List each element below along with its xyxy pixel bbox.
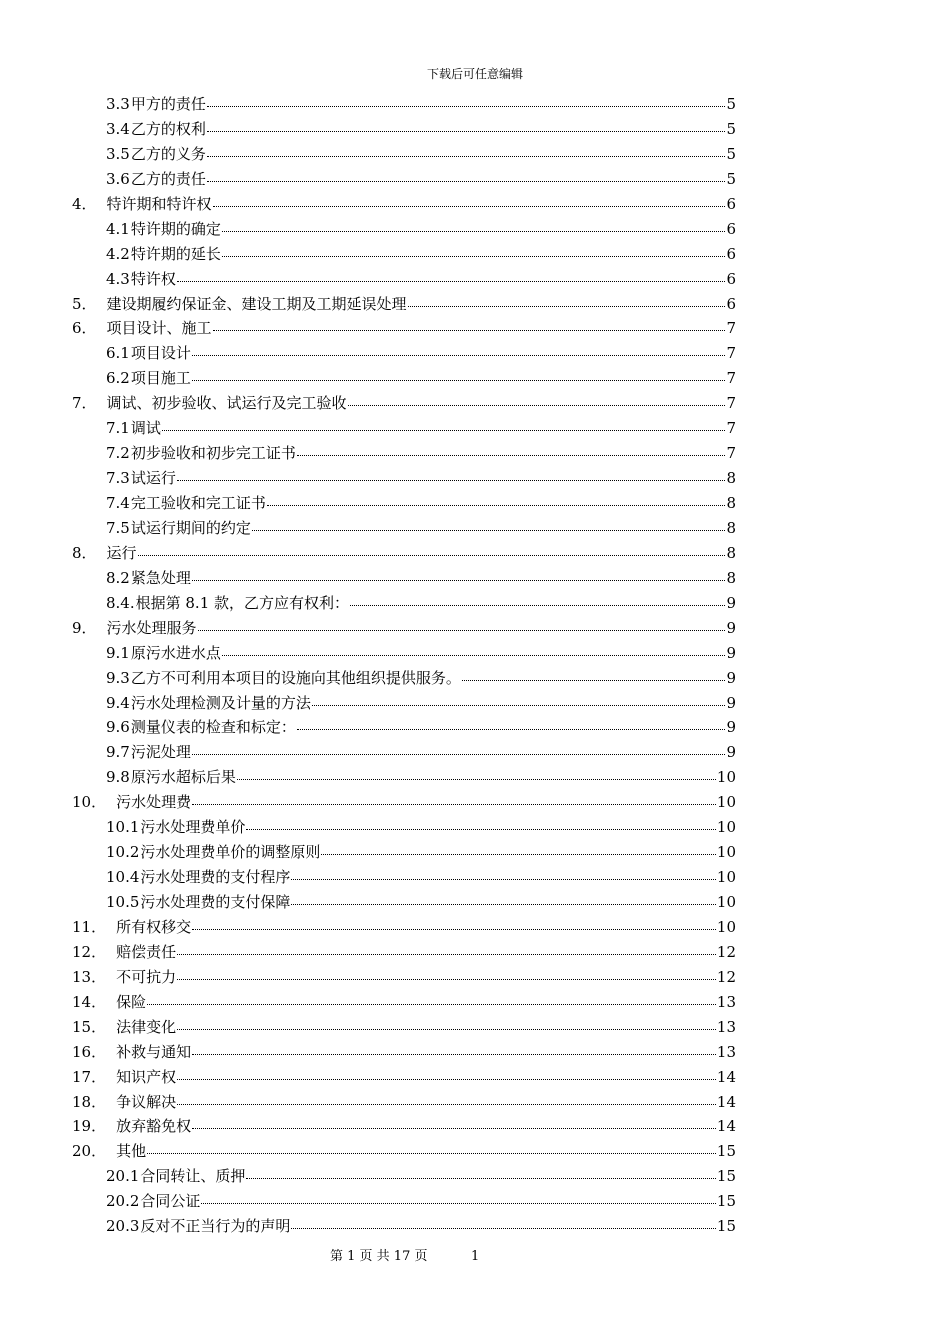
toc-entry[interactable] — [72, 242, 736, 267]
toc-dot-leader — [291, 891, 715, 907]
toc-entry-number: 9.6 — [106, 718, 130, 737]
toc-entry-title: 项目设计 — [130, 344, 191, 363]
toc-entry-number: 6.1 — [106, 344, 130, 363]
toc-dot-leader — [198, 617, 726, 633]
toc-entry-number: 4． — [72, 194, 97, 213]
toc-entry-title: 调试、初步验收、试运行及完工验收 — [106, 394, 347, 413]
toc-entry-page: 8 — [726, 543, 736, 562]
toc-entry-page: 8 — [726, 469, 736, 488]
toc-entry[interactable] — [72, 740, 736, 765]
toc-dot-leader — [408, 293, 726, 309]
toc-entry-number: 9.3 — [106, 668, 130, 687]
toc-entry-page: 8 — [726, 494, 736, 512]
toc-entry-number: 20． — [72, 1142, 107, 1161]
toc-entry-title: 项目设计、施工 — [106, 319, 212, 338]
toc-entry-title: 知识产权 — [116, 1067, 177, 1086]
toc-entry-title: 试运行期间的约定 — [130, 518, 251, 537]
toc-dot-leader — [177, 966, 716, 982]
toc-entry[interactable] — [72, 1164, 736, 1189]
toc-entry-page: 7 — [726, 319, 736, 338]
toc-entry-page: 7 — [726, 419, 736, 438]
toc-entry-title: 测量仪表的检查和标定： — [130, 718, 296, 737]
toc-entry-number: 7． — [72, 394, 97, 413]
toc-entry-number: 3.3 — [106, 95, 130, 113]
toc-entry[interactable] — [72, 416, 736, 441]
toc-entry-page: 15 — [716, 1217, 736, 1236]
toc-entry[interactable] — [72, 541, 736, 566]
toc-entry-number: 17． — [72, 1067, 107, 1086]
toc-entry-title: 特许期的确定 — [130, 219, 221, 238]
toc-entry-number: 20.1 — [106, 1167, 140, 1186]
toc-dot-leader — [267, 492, 726, 508]
toc-entry[interactable] — [72, 965, 736, 990]
toc-dot-leader — [192, 1041, 716, 1057]
toc-entry-number: 15． — [72, 1017, 107, 1036]
toc-entry-page: 9 — [726, 593, 736, 612]
toc-entry-number: 20.3 — [106, 1217, 140, 1236]
toc-entry[interactable] — [72, 142, 736, 167]
toc-entry[interactable] — [72, 915, 736, 940]
toc-entry-number: 7.3 — [106, 469, 130, 488]
toc-entry-number: 19． — [72, 1117, 107, 1136]
toc-entry[interactable] — [72, 566, 736, 591]
toc-entry-page: 9 — [726, 668, 736, 687]
toc-dot-leader — [177, 1016, 716, 1032]
toc-entry[interactable] — [72, 1114, 736, 1139]
toc-entry-number: 9.4 — [106, 693, 130, 712]
toc-dot-leader — [207, 118, 726, 134]
toc-entry-title: 保险 — [116, 992, 147, 1011]
toc-entry[interactable] — [72, 666, 736, 691]
toc-entry[interactable] — [72, 441, 736, 466]
toc-entry-title: 甲方的责任 — [130, 95, 206, 113]
toc-entry[interactable] — [72, 616, 736, 641]
toc-entry-title: 赔偿责任 — [116, 942, 177, 961]
toc-entry[interactable] — [72, 466, 736, 491]
toc-entry-page: 10 — [716, 768, 736, 787]
toc-entry-title: 初步验收和初步完工证书 — [130, 444, 296, 463]
toc-dot-leader — [192, 367, 726, 383]
toc-dot-leader — [297, 442, 726, 458]
toc-entry[interactable] — [72, 1139, 736, 1164]
toc-entry-number: 3.6 — [106, 169, 130, 188]
toc-entry-title: 法律变化 — [116, 1017, 177, 1036]
toc-dot-leader — [213, 193, 726, 209]
toc-entry-number: 18． — [72, 1092, 107, 1111]
toc-entry-title: 调试 — [130, 419, 161, 438]
page-footer — [330, 1249, 480, 1265]
toc-entry-title: 污水处理检测及计量的方法 — [130, 693, 311, 712]
toc-entry-title: 污水处理费的支付保障 — [140, 893, 291, 911]
toc-entry-title: 合同转让、质押 — [140, 1167, 246, 1186]
toc-entry[interactable] — [72, 840, 736, 865]
toc-dot-leader — [297, 716, 726, 732]
toc-entry-page: 13 — [716, 1017, 736, 1036]
toc-entry-page: 10 — [716, 818, 736, 837]
toc-entry-number: 8.4. — [106, 593, 135, 612]
toc-entry-title: 完工验收和完工证书 — [130, 494, 266, 512]
toc-entry-page: 13 — [716, 992, 736, 1011]
toc-entry-page: 7 — [726, 444, 736, 463]
toc-entry-number: 12． — [72, 942, 107, 961]
toc-entry-title: 反对不正当行为的声明 — [140, 1217, 291, 1236]
toc-entry[interactable] — [72, 117, 736, 142]
toc-entry-page: 7 — [726, 394, 736, 413]
table-of-contents — [72, 92, 736, 1239]
toc-entry[interactable] — [72, 890, 736, 915]
toc-entry[interactable] — [72, 815, 736, 840]
toc-entry-number: 6.2 — [106, 369, 130, 388]
toc-entry-title: 乙方不可利用本项目的设施向其他组织提供服务。 — [130, 668, 461, 687]
toc-entry-page: 14 — [716, 1092, 736, 1111]
toc-entry-page: 15 — [716, 1142, 736, 1161]
toc-entry-page: 8 — [726, 518, 736, 537]
toc-entry[interactable] — [72, 267, 736, 292]
toc-entry-title: 合同公证 — [140, 1192, 201, 1211]
toc-entry-number: 9.1 — [106, 643, 130, 662]
toc-entry-number: 7.4 — [106, 494, 130, 512]
footer-page-number: 1 — [471, 1249, 480, 1264]
toc-entry[interactable] — [72, 316, 736, 341]
toc-entry-title: 试运行 — [130, 469, 176, 488]
toc-entry-number: 7.5 — [106, 518, 130, 537]
toc-entry-title: 紧急处理 — [130, 568, 191, 587]
toc-entry-title: 其他 — [116, 1142, 147, 1161]
toc-dot-leader — [348, 392, 726, 408]
toc-entry[interactable] — [72, 341, 736, 366]
toc-entry-page: 15 — [716, 1192, 736, 1211]
toc-entry-page: 7 — [726, 344, 736, 363]
toc-dot-leader — [222, 642, 726, 658]
toc-entry[interactable] — [72, 591, 736, 616]
toc-entry-title: 特许期和特许权 — [106, 194, 212, 213]
toc-entry-number: 8． — [72, 543, 97, 562]
toc-dot-leader — [192, 1115, 716, 1131]
toc-entry-number: 11． — [72, 917, 107, 936]
toc-entry-page: 13 — [716, 1042, 736, 1061]
toc-entry-title: 不可抗力 — [116, 967, 177, 986]
toc-entry-page: 10 — [716, 793, 736, 812]
toc-entry[interactable] — [72, 391, 736, 416]
toc-dot-leader — [222, 218, 726, 234]
toc-entry-number: 10.1 — [106, 818, 140, 837]
toc-dot-leader — [177, 467, 726, 483]
toc-entry[interactable] — [72, 641, 736, 666]
toc-entry-page: 5 — [726, 144, 736, 163]
toc-entry-title: 原污水进水点 — [130, 643, 221, 662]
toc-dot-leader — [237, 766, 716, 782]
toc-entry-page: 12 — [716, 942, 736, 961]
toc-dot-leader — [138, 542, 726, 558]
toc-entry-page: 5 — [726, 95, 736, 113]
toc-entry-page: 14 — [716, 1117, 736, 1136]
toc-dot-leader — [462, 667, 726, 683]
toc-entry-title: 特许期的延长 — [130, 244, 221, 263]
toc-dot-leader — [312, 692, 726, 708]
toc-entry[interactable] — [72, 516, 736, 541]
toc-entry-title: 项目施工 — [130, 369, 191, 388]
toc-entry-title: 运行 — [106, 543, 137, 562]
toc-entry[interactable] — [72, 1214, 736, 1239]
toc-dot-leader — [192, 567, 726, 583]
toc-entry[interactable] — [72, 1040, 736, 1065]
toc-entry-number: 14． — [72, 992, 107, 1011]
toc-dot-leader — [246, 1165, 715, 1181]
toc-entry-title: 污水处理服务 — [106, 618, 197, 637]
toc-entry-number: 5． — [72, 294, 97, 313]
toc-entry-title: 污水处理费单价的调整原则 — [140, 843, 321, 862]
toc-entry-title: 污水处理费 — [116, 793, 192, 812]
toc-entry-number: 6． — [72, 319, 97, 338]
toc-entry-number: 13． — [72, 967, 107, 986]
toc-entry[interactable] — [72, 192, 736, 217]
toc-dot-leader — [177, 941, 716, 957]
toc-entry-title: 补救与通知 — [116, 1042, 192, 1061]
toc-entry-number: 4.1 — [106, 219, 130, 238]
toc-dot-leader — [192, 791, 716, 807]
toc-entry-number: 7.2 — [106, 444, 130, 463]
toc-entry[interactable] — [72, 217, 736, 242]
toc-entry-page: 6 — [726, 219, 736, 238]
toc-dot-leader — [192, 916, 716, 932]
toc-entry-number: 10.2 — [106, 843, 140, 862]
toc-entry[interactable] — [72, 990, 736, 1015]
toc-entry-number: 7.1 — [106, 419, 130, 438]
toc-entry-page: 10 — [716, 868, 736, 887]
toc-entry-page: 7 — [726, 369, 736, 388]
toc-dot-leader — [207, 143, 726, 159]
toc-entry-number: 3.4 — [106, 119, 130, 138]
toc-dot-leader — [252, 517, 726, 533]
toc-entry-number: 4.2 — [106, 244, 130, 263]
toc-entry[interactable] — [72, 1189, 736, 1214]
toc-entry-title: 原污水超标后果 — [130, 768, 236, 787]
toc-dot-leader — [321, 841, 715, 857]
toc-entry-page: 9 — [726, 643, 736, 662]
toc-entry[interactable] — [72, 292, 736, 317]
toc-dot-leader — [177, 1091, 716, 1107]
toc-entry-page: 12 — [716, 967, 736, 986]
toc-entry-title: 污水处理费单价 — [140, 818, 246, 837]
toc-entry-page: 9 — [726, 693, 736, 712]
toc-entry-title: 所有权移交 — [116, 917, 192, 936]
toc-entry-number: 4.3 — [106, 269, 130, 288]
toc-dot-leader — [246, 816, 715, 832]
toc-entry-page: 9 — [726, 618, 736, 637]
toc-entry[interactable] — [72, 366, 736, 391]
toc-entry[interactable] — [72, 1015, 736, 1040]
toc-dot-leader — [213, 317, 726, 333]
toc-entry-page: 6 — [726, 294, 736, 313]
toc-entry-title: 特许权 — [130, 269, 176, 288]
toc-entry-title: 乙方的责任 — [130, 169, 206, 188]
toc-dot-leader — [192, 342, 726, 358]
toc-entry-page: 14 — [716, 1067, 736, 1086]
toc-entry-title: 建设期履约保证金、建设工期及工期延误处理 — [106, 294, 407, 313]
toc-dot-leader — [291, 866, 715, 882]
toc-dot-leader — [350, 592, 725, 608]
toc-dot-leader — [192, 741, 726, 757]
toc-entry-number: 20.2 — [106, 1192, 140, 1211]
toc-entry[interactable] — [72, 92, 736, 117]
toc-dot-leader — [222, 243, 726, 259]
toc-entry-number: 9． — [72, 618, 97, 637]
page-header: 下载后可任意编辑 — [426, 67, 523, 81]
toc-entry[interactable] — [72, 940, 736, 965]
toc-dot-leader — [207, 93, 726, 109]
toc-entry-page: 6 — [726, 269, 736, 288]
toc-entry-page: 6 — [726, 244, 736, 263]
toc-dot-leader — [162, 417, 726, 433]
toc-entry[interactable] — [72, 865, 736, 890]
toc-entry-title: 根据第 8.1 款，乙方应有权利： — [135, 593, 350, 612]
toc-entry-page: 9 — [726, 743, 736, 762]
toc-dot-leader — [177, 268, 726, 284]
toc-entry-number: 8.2 — [106, 568, 130, 587]
toc-entry-title: 乙方的义务 — [130, 144, 206, 163]
toc-entry[interactable] — [72, 491, 736, 516]
toc-entry[interactable] — [72, 691, 736, 716]
toc-entry[interactable] — [72, 790, 736, 815]
toc-entry-number: 16． — [72, 1042, 107, 1061]
toc-entry[interactable] — [72, 765, 736, 790]
toc-entry-number: 3.5 — [106, 144, 130, 163]
toc-entry-title: 乙方的权利 — [130, 119, 206, 138]
toc-entry-page: 8 — [726, 568, 736, 587]
toc-dot-leader — [201, 1190, 715, 1206]
toc-entry-number: 10.4 — [106, 868, 140, 887]
toc-dot-leader — [207, 168, 726, 184]
toc-entry-page: 10 — [716, 893, 736, 911]
toc-dot-leader — [291, 1215, 715, 1231]
toc-dot-leader — [147, 991, 716, 1007]
toc-entry-page: 5 — [726, 169, 736, 188]
footer-page-info: 第 1 页 共 17 页 — [330, 1249, 428, 1264]
toc-entry-number: 9.8 — [106, 768, 130, 787]
toc-entry-page: 15 — [716, 1167, 736, 1186]
toc-entry-title: 放弃豁免权 — [116, 1117, 192, 1136]
toc-entry-page: 9 — [726, 718, 736, 737]
toc-entry-title: 污泥处理 — [130, 743, 191, 762]
toc-entry[interactable] — [72, 1065, 736, 1090]
toc-entry-number: 10.5 — [106, 893, 140, 911]
toc-entry-title: 污水处理费的支付程序 — [140, 868, 291, 887]
toc-entry-page: 5 — [726, 119, 736, 138]
toc-entry-title: 争议解决 — [116, 1092, 177, 1111]
toc-entry[interactable] — [72, 1090, 736, 1115]
toc-entry-number: 9.7 — [106, 743, 130, 762]
toc-dot-leader — [177, 1066, 716, 1082]
toc-entry-number: 10． — [72, 793, 107, 812]
toc-entry-page: 10 — [716, 843, 736, 862]
toc-entry-page: 10 — [716, 917, 736, 936]
toc-entry-page: 6 — [726, 194, 736, 213]
toc-entry[interactable] — [72, 715, 736, 740]
toc-entry[interactable] — [72, 167, 736, 192]
toc-dot-leader — [147, 1140, 716, 1156]
